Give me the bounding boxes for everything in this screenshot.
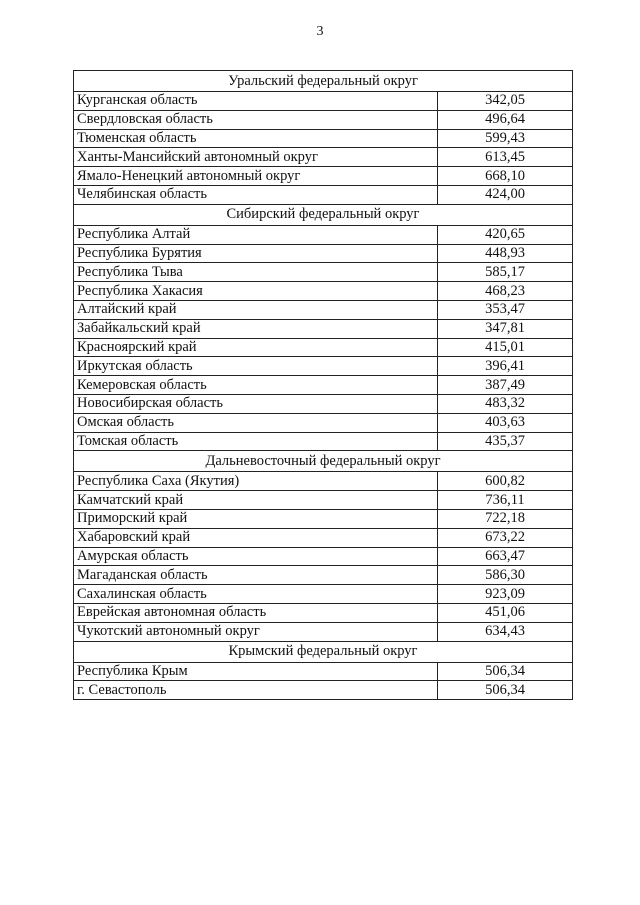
region-value: 435,37 [438,432,573,451]
section-title: Сибирский федеральный округ [74,204,573,225]
region-value: 506,34 [438,681,573,700]
region-value: 396,41 [438,357,573,376]
region-name: Свердловская область [74,110,438,129]
region-value: 600,82 [438,472,573,491]
region-value: 342,05 [438,92,573,111]
region-name: Чукотский автономный округ [74,622,438,641]
region-value: 451,06 [438,603,573,622]
region-value: 353,47 [438,300,573,319]
page-number: 3 [316,24,324,39]
region-name: Тюменская область [74,129,438,148]
region-name: Курганская область [74,92,438,111]
region-value: 599,43 [438,129,573,148]
region-value: 613,45 [438,148,573,167]
region-name: Ханты-Мансийский автономный округ [74,148,438,167]
region-name: Республика Крым [74,662,438,681]
region-name: Забайкальский край [74,319,438,338]
table-row [74,338,573,357]
region-value: 673,22 [438,528,573,547]
table-row [74,148,573,167]
region-name: г. Севастополь [74,681,438,700]
table-row [74,357,573,376]
section-title: Уральский федеральный округ [74,71,573,92]
region-value: 668,10 [438,167,573,186]
table-row [74,491,573,510]
region-value: 663,47 [438,547,573,566]
section-title: Дальневосточный федеральный округ [74,451,573,472]
table-row [74,566,573,585]
table-row [74,225,573,244]
table-row [74,185,573,204]
region-value: 468,23 [438,282,573,301]
region-name: Новосибирская область [74,394,438,413]
table-row [74,110,573,129]
region-name: Челябинская область [74,185,438,204]
table-row [74,244,573,263]
region-name: Магаданская область [74,566,438,585]
region-name: Республика Алтай [74,225,438,244]
table-row [74,413,573,432]
table-row [74,319,573,338]
region-value: 736,11 [438,491,573,510]
table-row [74,376,573,395]
table-row [74,547,573,566]
region-name: Ямало-Ненецкий автономный округ [74,167,438,186]
table-row [74,528,573,547]
region-name: Хабаровский край [74,528,438,547]
region-value: 387,49 [438,376,573,395]
region-name: Омская область [74,413,438,432]
region-name: Кемеровская область [74,376,438,395]
table-row [74,603,573,622]
section-header-row [74,641,573,662]
table-row [74,432,573,451]
table-row [74,92,573,111]
table-row [74,585,573,604]
section-header-row [74,71,573,92]
section-header-row [74,204,573,225]
table-row [74,681,573,700]
region-name: Еврейская автономная область [74,603,438,622]
section-header-row [74,451,573,472]
region-value: 403,63 [438,413,573,432]
region-name: Республика Тыва [74,263,438,282]
region-value: 586,30 [438,566,573,585]
region-value: 347,81 [438,319,573,338]
table-row [74,394,573,413]
region-value: 506,34 [438,662,573,681]
region-name: Красноярский край [74,338,438,357]
region-value: 634,43 [438,622,573,641]
region-name: Амурская область [74,547,438,566]
region-name: Иркутская область [74,357,438,376]
region-name: Алтайский край [74,300,438,319]
table-row [74,263,573,282]
region-value: 722,18 [438,509,573,528]
region-value: 424,00 [438,185,573,204]
regions-table [73,70,573,700]
table-row [74,472,573,491]
region-name: Приморский край [74,509,438,528]
region-value: 420,65 [438,225,573,244]
region-name: Республика Бурятия [74,244,438,263]
table-row [74,300,573,319]
table-row [74,622,573,641]
region-value: 585,17 [438,263,573,282]
region-value: 923,09 [438,585,573,604]
region-name: Сахалинская область [74,585,438,604]
region-name: Томская область [74,432,438,451]
table-row [74,167,573,186]
table-row [74,662,573,681]
region-name: Республика Саха (Якутия) [74,472,438,491]
table-row [74,282,573,301]
region-value: 415,01 [438,338,573,357]
table-row [74,129,573,148]
region-value: 448,93 [438,244,573,263]
table-row [74,509,573,528]
region-value: 483,32 [438,394,573,413]
region-name: Республика Хакасия [74,282,438,301]
region-value: 496,64 [438,110,573,129]
region-name: Камчатский край [74,491,438,510]
section-title: Крымский федеральный округ [74,641,573,662]
